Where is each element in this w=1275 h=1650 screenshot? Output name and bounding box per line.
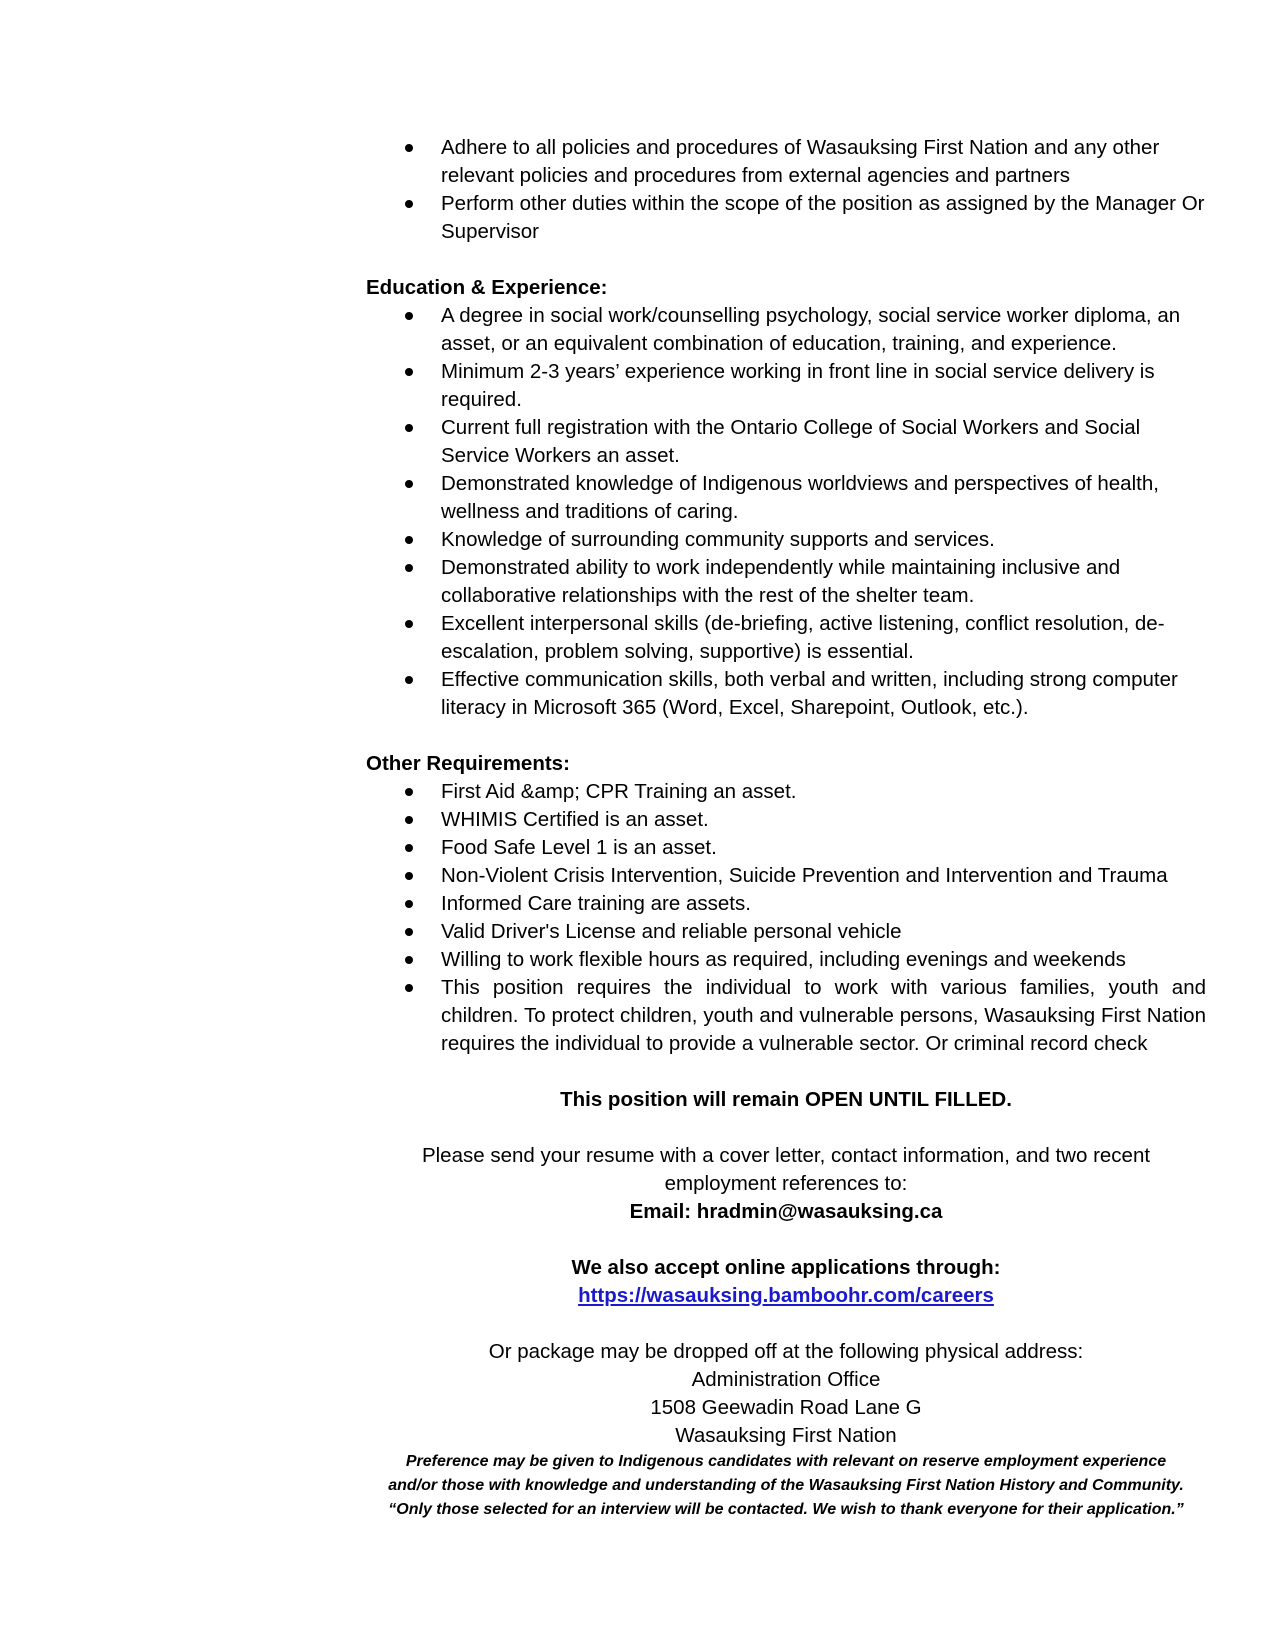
disclaimer-line-2: and/or those with knowledge and understanding of the Wasauksing First Nation History and Community. [388, 1477, 1184, 1494]
address-line-3: Wasauksing First Nation [675, 1424, 897, 1447]
list-item: Food Safe Level 1 is an asset. [366, 834, 1206, 862]
education-list [366, 302, 1206, 722]
online-applications-label: We also accept online applications through: [571, 1256, 1001, 1279]
list-item: Demonstrated ability to work independently while maintaining inclusive and collaborative relationships with the rest of the shelter team. [366, 554, 1206, 610]
send-resume-line-1: Please send your resume with a cover letter, contact information, and two recent [421, 1144, 1151, 1167]
disclaimer-line-1: Preference may be given to Indigenous candidates with relevant on reserve employment experience [405, 1453, 1167, 1470]
other-requirements-heading: Other Requirements: [366, 752, 570, 775]
list-item: WHIMIS Certified is an asset. [366, 806, 1206, 834]
list-item: Effective communication skills, both verbal and written, including strong computer literacy in Microsoft 365 (Word, Excel, Sharepoint, Outlook, etc.). [366, 666, 1206, 722]
list-item: Perform other duties within the scope of the position as assigned by the Manager Or Supervisor [366, 190, 1206, 246]
job-posting-body [366, 134, 1206, 1522]
address-intro: Or package may be dropped off at the following physical address: [488, 1340, 1084, 1363]
contact-email: Email: hradmin@wasauksing.ca [629, 1200, 943, 1223]
careers-link[interactable]: https://wasauksing.bamboohr.com/careers [578, 1284, 994, 1307]
list-item: Informed Care training are assets. [366, 890, 1206, 918]
list-item: Valid Driver's License and reliable personal vehicle [366, 918, 1206, 946]
list-item: Willing to work flexible hours as required, including evenings and weekends [366, 946, 1206, 974]
list-item: Demonstrated knowledge of Indigenous worldviews and perspectives of health, wellness and traditions of caring. [366, 470, 1206, 526]
address-line-1: Administration Office [691, 1368, 881, 1391]
send-resume-line-2: employment references to: [664, 1172, 908, 1195]
list-item: Adhere to all policies and procedures of Wasauksing First Nation and any other relevant policies and procedures from external agencies and partners [366, 134, 1206, 190]
list-item: Excellent interpersonal skills (de-briefing, active listening, conflict resolution, de-escalation, problem solving, supportive) is essential. [366, 610, 1206, 666]
list-item: This position requires the individual to work with various families, youth and children. To protect children, youth and vulnerable persons, Wasauksing First Nation requires the individual to provide a vulnerable sector. Or criminal record check [366, 974, 1206, 1058]
list-item: Current full registration with the Ontario College of Social Workers and Social Service Workers an asset. [366, 414, 1206, 470]
list-item: Minimum 2-3 years’ experience working in front line in social service delivery is required. [366, 358, 1206, 414]
list-item: First Aid &amp; CPR Training an asset. [366, 778, 1206, 806]
list-item: Knowledge of surrounding community supports and services. [366, 526, 1206, 554]
list-item: Non-Violent Crisis Intervention, Suicide Prevention and Intervention and Trauma [366, 862, 1206, 890]
disclaimer-line-3: “Only those selected for an interview will be contacted. We wish to thank everyone for their application.” [388, 1501, 1184, 1518]
address-line-2: 1508 Geewadin Road Lane G [650, 1396, 922, 1419]
duties-list [366, 134, 1206, 246]
education-heading: Education & Experience: [366, 276, 608, 299]
list-item: A degree in social work/counselling psychology, social service worker diploma, an asset, or an equivalent combination of education, training, and experience. [366, 302, 1206, 358]
open-until-filled-notice: This position will remain OPEN UNTIL FILLED. [560, 1088, 1012, 1111]
other-requirements-list [366, 778, 1206, 1058]
closing-section [366, 1086, 1206, 1450]
disclaimer [366, 1450, 1206, 1522]
